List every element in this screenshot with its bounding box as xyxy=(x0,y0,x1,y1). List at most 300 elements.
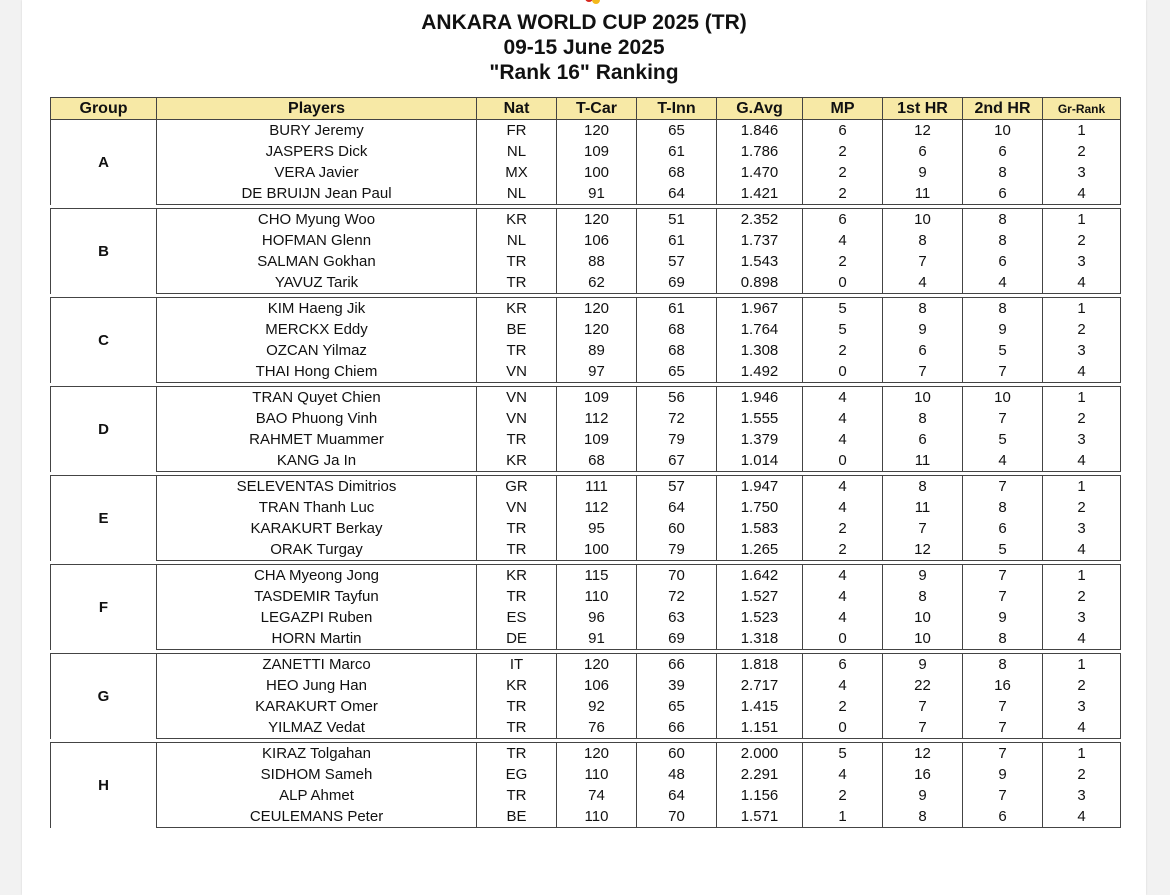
t-inn-value: 56 xyxy=(637,387,717,409)
table-row xyxy=(51,539,1121,561)
table-row xyxy=(51,450,1121,472)
t-car-value: 120 xyxy=(557,654,637,676)
g-avg-value: 1.156 xyxy=(717,785,803,806)
mp-value: 4 xyxy=(803,476,883,498)
t-inn-value: 69 xyxy=(637,272,717,294)
second-hr-value: 10 xyxy=(963,120,1043,142)
column-header-mp: MP xyxy=(803,98,883,120)
player-name: VERA Javier xyxy=(157,162,477,183)
gr-rank-value: 4 xyxy=(1043,183,1121,205)
g-avg-value: 1.151 xyxy=(717,717,803,739)
table-row xyxy=(51,497,1121,518)
t-car-value: 109 xyxy=(557,387,637,409)
second-hr-value: 9 xyxy=(963,607,1043,628)
nationality: BE xyxy=(477,806,557,828)
gr-rank-value: 3 xyxy=(1043,251,1121,272)
first-hr-value: 11 xyxy=(883,497,963,518)
t-car-value: 106 xyxy=(557,675,637,696)
player-name: YILMAZ Vedat xyxy=(157,717,477,739)
first-hr-value: 7 xyxy=(883,251,963,272)
player-name: YAVUZ Tarik xyxy=(157,272,477,294)
t-car-value: 89 xyxy=(557,340,637,361)
first-hr-value: 11 xyxy=(883,450,963,472)
group-label: D xyxy=(51,387,157,472)
player-name: MERCKX Eddy xyxy=(157,319,477,340)
mp-value: 2 xyxy=(803,141,883,162)
first-hr-value: 12 xyxy=(883,539,963,561)
nationality: NL xyxy=(477,141,557,162)
table-row xyxy=(51,476,1121,498)
gr-rank-value: 4 xyxy=(1043,272,1121,294)
second-hr-value: 7 xyxy=(963,476,1043,498)
mp-value: 2 xyxy=(803,162,883,183)
group-label: C xyxy=(51,298,157,383)
mp-value: 4 xyxy=(803,387,883,409)
mp-value: 5 xyxy=(803,743,883,765)
gr-rank-value: 1 xyxy=(1043,387,1121,409)
mp-value: 6 xyxy=(803,120,883,142)
player-name: KIRAZ Tolgahan xyxy=(157,743,477,765)
t-inn-value: 39 xyxy=(637,675,717,696)
t-car-value: 109 xyxy=(557,141,637,162)
table-row xyxy=(51,230,1121,251)
mp-value: 4 xyxy=(803,675,883,696)
t-inn-value: 72 xyxy=(637,586,717,607)
mp-value: 6 xyxy=(803,209,883,231)
nationality: DE xyxy=(477,628,557,650)
g-avg-value: 1.527 xyxy=(717,586,803,607)
t-inn-value: 61 xyxy=(637,298,717,320)
gr-rank-value: 4 xyxy=(1043,806,1121,828)
nationality: ES xyxy=(477,607,557,628)
g-avg-value: 1.946 xyxy=(717,387,803,409)
first-hr-value: 7 xyxy=(883,717,963,739)
mp-value: 2 xyxy=(803,539,883,561)
nationality: TR xyxy=(477,785,557,806)
second-hr-value: 7 xyxy=(963,361,1043,383)
mp-value: 4 xyxy=(803,607,883,628)
g-avg-value: 1.014 xyxy=(717,450,803,472)
second-hr-value: 8 xyxy=(963,230,1043,251)
g-avg-value: 1.571 xyxy=(717,806,803,828)
nationality: EG xyxy=(477,764,557,785)
player-name: ORAK Turgay xyxy=(157,539,477,561)
gr-rank-value: 4 xyxy=(1043,361,1121,383)
second-hr-value: 5 xyxy=(963,539,1043,561)
t-car-value: 88 xyxy=(557,251,637,272)
nationality: IT xyxy=(477,654,557,676)
t-inn-value: 57 xyxy=(637,476,717,498)
t-car-value: 96 xyxy=(557,607,637,628)
table-row xyxy=(51,743,1121,765)
g-avg-value: 0.898 xyxy=(717,272,803,294)
g-avg-value: 1.265 xyxy=(717,539,803,561)
second-hr-value: 10 xyxy=(963,387,1043,409)
nationality: VN xyxy=(477,387,557,409)
g-avg-value: 1.492 xyxy=(717,361,803,383)
t-inn-value: 65 xyxy=(637,361,717,383)
g-avg-value: 2.352 xyxy=(717,209,803,231)
first-hr-value: 12 xyxy=(883,120,963,142)
t-car-value: 91 xyxy=(557,183,637,205)
t-inn-value: 68 xyxy=(637,319,717,340)
mp-value: 2 xyxy=(803,785,883,806)
t-inn-value: 65 xyxy=(637,696,717,717)
t-car-value: 120 xyxy=(557,120,637,142)
column-header-gr-rank: Gr-Rank xyxy=(1043,98,1121,120)
t-car-value: 62 xyxy=(557,272,637,294)
table-row xyxy=(51,361,1121,383)
table-row xyxy=(51,162,1121,183)
t-inn-value: 48 xyxy=(637,764,717,785)
nationality: GR xyxy=(477,476,557,498)
first-hr-value: 8 xyxy=(883,586,963,607)
t-inn-value: 66 xyxy=(637,717,717,739)
table-row xyxy=(51,340,1121,361)
t-inn-value: 60 xyxy=(637,518,717,539)
g-avg-value: 1.947 xyxy=(717,476,803,498)
second-hr-value: 8 xyxy=(963,209,1043,231)
t-car-value: 120 xyxy=(557,319,637,340)
nationality: KR xyxy=(477,209,557,231)
gr-rank-value: 1 xyxy=(1043,209,1121,231)
t-car-value: 120 xyxy=(557,298,637,320)
mp-value: 0 xyxy=(803,361,883,383)
t-car-value: 110 xyxy=(557,586,637,607)
player-name: KARAKURT Omer xyxy=(157,696,477,717)
nationality: KR xyxy=(477,298,557,320)
t-car-value: 106 xyxy=(557,230,637,251)
table-row xyxy=(51,785,1121,806)
nationality: VN xyxy=(477,497,557,518)
event-title: ANKARA WORLD CUP 2025 (TR) xyxy=(421,11,747,34)
t-car-value: 74 xyxy=(557,785,637,806)
player-name: RAHMET Muammer xyxy=(157,429,477,450)
second-hr-value: 7 xyxy=(963,717,1043,739)
group-label: F xyxy=(51,565,157,650)
first-hr-value: 8 xyxy=(883,298,963,320)
player-name: CEULEMANS Peter xyxy=(157,806,477,828)
gr-rank-value: 1 xyxy=(1043,743,1121,765)
t-car-value: 115 xyxy=(557,565,637,587)
gr-rank-value: 3 xyxy=(1043,518,1121,539)
nationality: TR xyxy=(477,340,557,361)
table-row xyxy=(51,806,1121,828)
gr-rank-value: 4 xyxy=(1043,450,1121,472)
player-name: SELEVENTAS Dimitrios xyxy=(157,476,477,498)
table-row xyxy=(51,141,1121,162)
second-hr-value: 6 xyxy=(963,251,1043,272)
nationality: TR xyxy=(477,696,557,717)
player-name: TRAN Thanh Luc xyxy=(157,497,477,518)
mp-value: 4 xyxy=(803,429,883,450)
nationality: VN xyxy=(477,408,557,429)
player-name: KANG Ja In xyxy=(157,450,477,472)
first-hr-value: 7 xyxy=(883,518,963,539)
t-inn-value: 51 xyxy=(637,209,717,231)
second-hr-value: 6 xyxy=(963,141,1043,162)
t-car-value: 100 xyxy=(557,162,637,183)
gr-rank-value: 4 xyxy=(1043,717,1121,739)
t-inn-value: 61 xyxy=(637,230,717,251)
column-header-1st-hr: 1st HR xyxy=(883,98,963,120)
nationality: KR xyxy=(477,675,557,696)
player-name: ALP Ahmet xyxy=(157,785,477,806)
mp-value: 4 xyxy=(803,586,883,607)
table-row xyxy=(51,565,1121,587)
gr-rank-value: 2 xyxy=(1043,764,1121,785)
g-avg-value: 1.846 xyxy=(717,120,803,142)
nationality: TR xyxy=(477,429,557,450)
second-hr-value: 8 xyxy=(963,628,1043,650)
player-name: KIM Haeng Jik xyxy=(157,298,477,320)
g-avg-value: 2.291 xyxy=(717,764,803,785)
table-row xyxy=(51,251,1121,272)
group-label: H xyxy=(51,743,157,828)
table-row xyxy=(51,764,1121,785)
t-inn-value: 79 xyxy=(637,539,717,561)
mp-value: 2 xyxy=(803,251,883,272)
mp-value: 4 xyxy=(803,565,883,587)
column-header-t-inn: T-Inn xyxy=(637,98,717,120)
mp-value: 2 xyxy=(803,518,883,539)
t-car-value: 112 xyxy=(557,497,637,518)
t-car-value: 111 xyxy=(557,476,637,498)
second-hr-value: 5 xyxy=(963,340,1043,361)
t-car-value: 91 xyxy=(557,628,637,650)
first-hr-value: 8 xyxy=(883,476,963,498)
nationality: TR xyxy=(477,251,557,272)
nationality: KR xyxy=(477,450,557,472)
ranking-subtitle: "Rank 16" Ranking xyxy=(489,61,679,84)
t-inn-value: 68 xyxy=(637,340,717,361)
mp-value: 4 xyxy=(803,497,883,518)
nationality: MX xyxy=(477,162,557,183)
second-hr-value: 8 xyxy=(963,162,1043,183)
t-inn-value: 60 xyxy=(637,743,717,765)
first-hr-value: 12 xyxy=(883,743,963,765)
first-hr-value: 10 xyxy=(883,628,963,650)
mp-value: 5 xyxy=(803,298,883,320)
nationality: TR xyxy=(477,743,557,765)
logo-mark xyxy=(585,0,599,6)
group-label: G xyxy=(51,654,157,739)
second-hr-value: 8 xyxy=(963,298,1043,320)
group-label: B xyxy=(51,209,157,294)
column-header-t-car: T-Car xyxy=(557,98,637,120)
first-hr-value: 6 xyxy=(883,429,963,450)
column-header-g-avg: G.Avg xyxy=(717,98,803,120)
g-avg-value: 1.523 xyxy=(717,607,803,628)
t-car-value: 95 xyxy=(557,518,637,539)
gr-rank-value: 1 xyxy=(1043,565,1121,587)
nationality: TR xyxy=(477,272,557,294)
mp-value: 0 xyxy=(803,450,883,472)
t-inn-value: 70 xyxy=(637,806,717,828)
first-hr-value: 7 xyxy=(883,696,963,717)
t-car-value: 110 xyxy=(557,806,637,828)
table-row xyxy=(51,272,1121,294)
gr-rank-value: 4 xyxy=(1043,539,1121,561)
player-name: THAI Hong Chiem xyxy=(157,361,477,383)
second-hr-value: 7 xyxy=(963,408,1043,429)
t-inn-value: 68 xyxy=(637,162,717,183)
gr-rank-value: 2 xyxy=(1043,319,1121,340)
second-hr-value: 8 xyxy=(963,654,1043,676)
g-avg-value: 1.470 xyxy=(717,162,803,183)
column-header-nat: Nat xyxy=(477,98,557,120)
g-avg-value: 1.415 xyxy=(717,696,803,717)
table-header-row xyxy=(51,98,1121,120)
table-row xyxy=(51,319,1121,340)
nationality: FR xyxy=(477,120,557,142)
t-inn-value: 66 xyxy=(637,654,717,676)
t-inn-value: 69 xyxy=(637,628,717,650)
t-inn-value: 64 xyxy=(637,497,717,518)
event-dates: 09-15 June 2025 xyxy=(503,36,665,59)
first-hr-value: 8 xyxy=(883,230,963,251)
mp-value: 4 xyxy=(803,230,883,251)
t-car-value: 120 xyxy=(557,743,637,765)
gr-rank-value: 1 xyxy=(1043,120,1121,142)
nationality: BE xyxy=(477,319,557,340)
first-hr-value: 8 xyxy=(883,806,963,828)
document-page xyxy=(22,0,1146,895)
player-name: OZCAN Yilmaz xyxy=(157,340,477,361)
mp-value: 6 xyxy=(803,654,883,676)
g-avg-value: 2.000 xyxy=(717,743,803,765)
t-inn-value: 57 xyxy=(637,251,717,272)
mp-value: 2 xyxy=(803,696,883,717)
gr-rank-value: 1 xyxy=(1043,298,1121,320)
column-header-players: Players xyxy=(157,98,477,120)
nationality: KR xyxy=(477,565,557,587)
mp-value: 0 xyxy=(803,272,883,294)
group-label: E xyxy=(51,476,157,561)
player-name: HOFMAN Glenn xyxy=(157,230,477,251)
t-inn-value: 72 xyxy=(637,408,717,429)
t-car-value: 100 xyxy=(557,539,637,561)
g-avg-value: 1.967 xyxy=(717,298,803,320)
g-avg-value: 1.737 xyxy=(717,230,803,251)
gr-rank-value: 2 xyxy=(1043,497,1121,518)
table-row xyxy=(51,209,1121,231)
mp-value: 0 xyxy=(803,628,883,650)
ranking-table-body xyxy=(51,120,1121,828)
column-header-2nd-hr: 2nd HR xyxy=(963,98,1043,120)
table-row xyxy=(51,696,1121,717)
t-inn-value: 65 xyxy=(637,120,717,142)
nationality: NL xyxy=(477,183,557,205)
nationality: NL xyxy=(477,230,557,251)
second-hr-value: 6 xyxy=(963,183,1043,205)
table-row xyxy=(51,675,1121,696)
gr-rank-value: 3 xyxy=(1043,162,1121,183)
second-hr-value: 5 xyxy=(963,429,1043,450)
g-avg-value: 1.786 xyxy=(717,141,803,162)
table-row xyxy=(51,654,1121,676)
player-name: SIDHOM Sameh xyxy=(157,764,477,785)
g-avg-value: 1.543 xyxy=(717,251,803,272)
player-name: CHA Myeong Jong xyxy=(157,565,477,587)
table-row xyxy=(51,120,1121,142)
g-avg-value: 1.818 xyxy=(717,654,803,676)
table-row xyxy=(51,607,1121,628)
table-row xyxy=(51,387,1121,409)
first-hr-value: 7 xyxy=(883,361,963,383)
player-name: ZANETTI Marco xyxy=(157,654,477,676)
gr-rank-value: 3 xyxy=(1043,607,1121,628)
g-avg-value: 1.379 xyxy=(717,429,803,450)
first-hr-value: 10 xyxy=(883,209,963,231)
second-hr-value: 7 xyxy=(963,586,1043,607)
mp-value: 4 xyxy=(803,764,883,785)
player-name: HEO Jung Han xyxy=(157,675,477,696)
second-hr-value: 4 xyxy=(963,272,1043,294)
mp-value: 2 xyxy=(803,340,883,361)
t-car-value: 120 xyxy=(557,209,637,231)
t-car-value: 112 xyxy=(557,408,637,429)
gr-rank-value: 3 xyxy=(1043,785,1121,806)
mp-value: 0 xyxy=(803,717,883,739)
first-hr-value: 9 xyxy=(883,565,963,587)
nationality: TR xyxy=(477,717,557,739)
column-header-group: Group xyxy=(51,98,157,120)
g-avg-value: 1.555 xyxy=(717,408,803,429)
second-hr-value: 7 xyxy=(963,785,1043,806)
player-name: TRAN Quyet Chien xyxy=(157,387,477,409)
gr-rank-value: 2 xyxy=(1043,230,1121,251)
player-name: TASDEMIR Tayfun xyxy=(157,586,477,607)
t-inn-value: 70 xyxy=(637,565,717,587)
document-header xyxy=(22,10,1146,85)
gr-rank-value: 1 xyxy=(1043,476,1121,498)
second-hr-value: 9 xyxy=(963,764,1043,785)
t-car-value: 110 xyxy=(557,764,637,785)
mp-value: 1 xyxy=(803,806,883,828)
g-avg-value: 1.750 xyxy=(717,497,803,518)
table-row xyxy=(51,518,1121,539)
player-name: SALMAN Gokhan xyxy=(157,251,477,272)
second-hr-value: 6 xyxy=(963,806,1043,828)
table-row xyxy=(51,586,1121,607)
nationality: TR xyxy=(477,586,557,607)
first-hr-value: 11 xyxy=(883,183,963,205)
t-inn-value: 79 xyxy=(637,429,717,450)
gr-rank-value: 2 xyxy=(1043,141,1121,162)
player-name: JASPERS Dick xyxy=(157,141,477,162)
player-name: BAO Phuong Vinh xyxy=(157,408,477,429)
second-hr-value: 16 xyxy=(963,675,1043,696)
second-hr-value: 8 xyxy=(963,497,1043,518)
gr-rank-value: 2 xyxy=(1043,408,1121,429)
first-hr-value: 9 xyxy=(883,319,963,340)
group-label: A xyxy=(51,120,157,205)
t-car-value: 92 xyxy=(557,696,637,717)
player-name: CHO Myung Woo xyxy=(157,209,477,231)
table-row xyxy=(51,298,1121,320)
first-hr-value: 8 xyxy=(883,408,963,429)
nationality: TR xyxy=(477,539,557,561)
gr-rank-value: 3 xyxy=(1043,696,1121,717)
first-hr-value: 10 xyxy=(883,607,963,628)
first-hr-value: 10 xyxy=(883,387,963,409)
nationality: VN xyxy=(477,361,557,383)
t-inn-value: 63 xyxy=(637,607,717,628)
table-row xyxy=(51,408,1121,429)
first-hr-value: 6 xyxy=(883,141,963,162)
player-name: LEGAZPI Ruben xyxy=(157,607,477,628)
